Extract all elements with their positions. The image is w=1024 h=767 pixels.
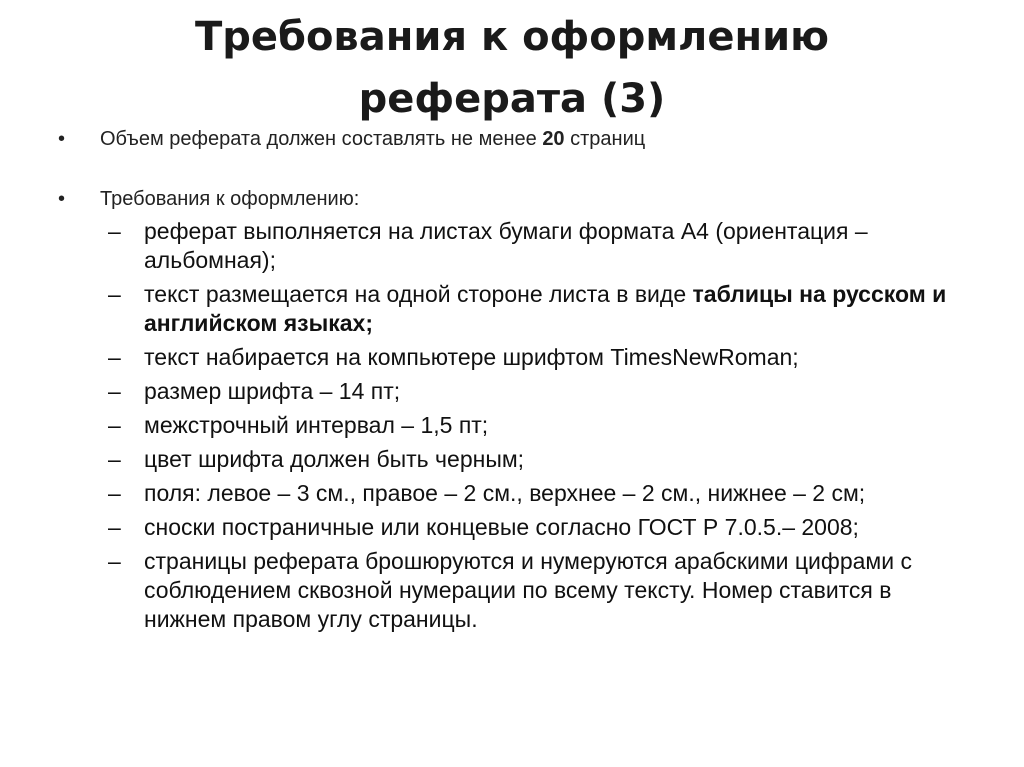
dash-icon: – [108,480,121,506]
title-line-2: реферата (3) [358,76,666,122]
dash-icon: – [108,548,121,574]
list-item-bold-text: таблицы на русском и английском языках; [144,281,947,336]
list-item [58,513,978,542]
list-item [58,547,978,634]
dash-icon: – [108,218,121,244]
list-item [58,445,978,474]
list-item [58,280,978,338]
slide-title [0,6,1024,130]
bullet-requirements-text: Требования к оформлению: [100,188,360,210]
list-item-text: межстрочный интервал – 1,5 пт; [144,412,489,438]
list-item [58,411,978,440]
dash-icon: – [108,514,121,540]
list-item-text: текст размещается на одной стороне листа в виде [144,281,693,307]
list-item-text: страницы реферата брошюруются и нумеруются арабскими цифрами с соблюдением сквозной нумерации по всему тексту. Номер ставится в нижнем правом углу страницы. [144,548,912,632]
bullet-volume-text: Объем реферата должен составлять не менее [100,128,543,150]
list-item [58,343,978,372]
list-item-text: реферат выполняется на листах бумаги формата А4 (ориентация – альбомная); [144,218,868,273]
list-item-text: размер шрифта – 14 пт; [144,378,401,404]
dash-icon: – [108,281,121,307]
bullet-list [58,126,978,634]
list-item-text: поля: левое – 3 см., правое – 2 см., верхнее – 2 см., нижнее – 2 см; [144,480,866,506]
bullet-icon: • [58,128,66,150]
bullet-volume-count: 20 [542,128,565,150]
dash-icon: – [108,412,121,438]
bullet-requirements [58,186,978,212]
list-item-text: цвет шрифта должен быть черным; [144,446,525,472]
list-item [58,377,978,406]
requirements-sublist [58,217,978,634]
list-item-text: сноски постраничные или концевые согласно ГОСТ Р 7.0.5.– 2008; [144,514,859,540]
list-item [58,217,978,275]
bullet-icon: • [58,188,66,210]
bullet-volume-unit: страниц [564,128,646,150]
dash-icon: – [108,446,121,472]
list-item-text: текст набирается на компьютере шрифтом TimesNewRoman; [144,344,799,370]
dash-icon: – [108,344,121,370]
title-line-1: Требования к оформлению [194,14,830,60]
list-item [58,479,978,508]
dash-icon: – [108,378,121,404]
bullet-volume [58,126,978,152]
